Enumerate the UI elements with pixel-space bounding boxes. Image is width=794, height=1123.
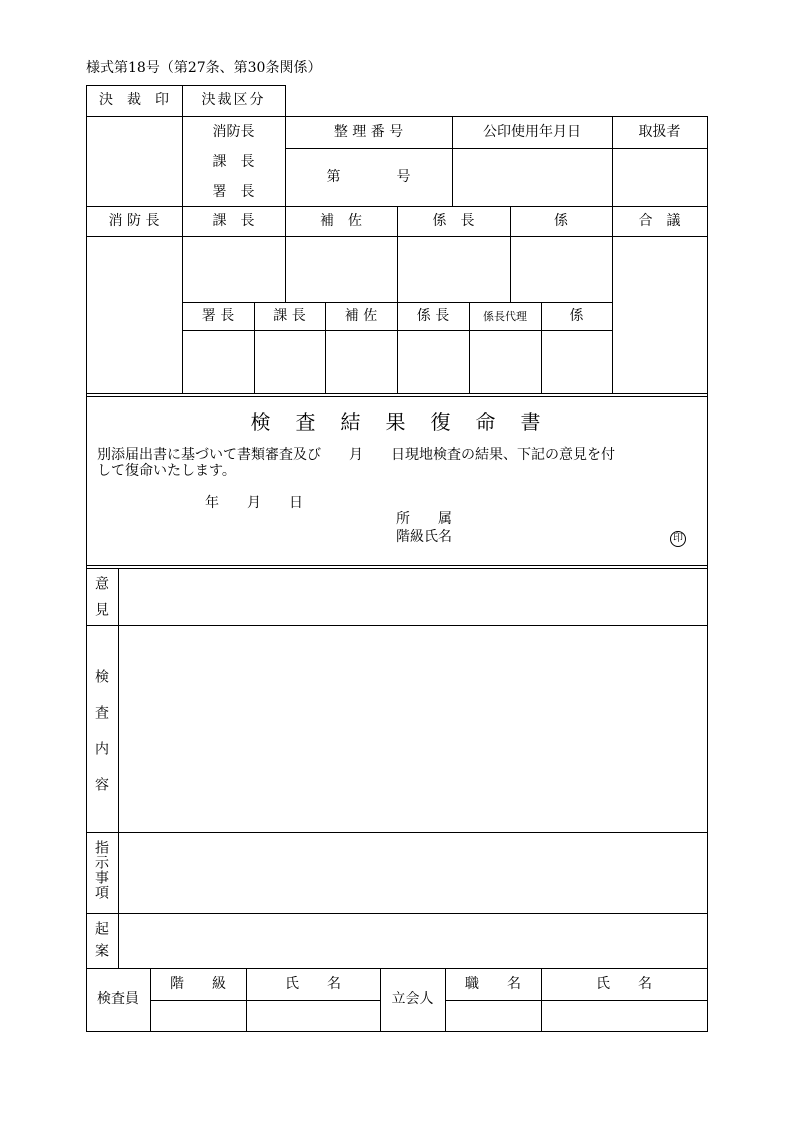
station-header-assistant: 補 佐 xyxy=(344,308,378,324)
decision-seal-label: 決 裁 印 xyxy=(99,92,169,108)
witness-job-label: 職 名 xyxy=(465,976,521,992)
section-opinion-label: 意見 xyxy=(93,576,109,628)
decision-category-label: 決裁区分 xyxy=(201,92,266,108)
hq-header-subsection-chief: 係 長 xyxy=(432,213,475,229)
hq-header-staff: 係 xyxy=(554,213,568,229)
inspector-rank-label: 階 級 xyxy=(170,976,226,992)
section-instructions-label: 指示事項 xyxy=(93,840,109,900)
form-number: 様式第18号（第27条、第30条関係） xyxy=(86,60,322,76)
affiliation-label: 所 属 xyxy=(396,511,452,527)
handler-label: 取扱者 xyxy=(638,124,681,140)
report-title: 検査結果復命書 xyxy=(250,410,566,434)
station-header-chief: 署 長 xyxy=(201,308,235,324)
station-header-section-chief: 課 長 xyxy=(273,308,306,324)
hq-header-assistant: 補 佐 xyxy=(320,213,362,229)
station-header-subsection-chief: 係 長 xyxy=(416,308,450,324)
report-body-line1: 別添届出書に基づいて書類審査及び 月 日現地検査の結果、下記の意見を付 xyxy=(97,447,615,463)
inspector-name-label: 氏 名 xyxy=(285,976,341,992)
category-option-station: 署 長 xyxy=(212,184,255,200)
rank-name-label: 階級氏名 xyxy=(396,529,452,545)
hq-header-consultation: 合 議 xyxy=(638,213,681,229)
witness-label: 立会人 xyxy=(391,991,434,1007)
registry-number-value: 第 号 xyxy=(326,169,411,185)
section-draft-label: 起案 xyxy=(93,921,109,965)
category-option-chief: 消防長 xyxy=(212,124,255,140)
seal-mark: 印 xyxy=(670,531,686,547)
hq-header-chief: 消 防 長 xyxy=(108,213,160,229)
witness-name-label: 氏 名 xyxy=(596,976,652,992)
section-inspection-content-label: 検査内容 xyxy=(93,669,109,813)
hq-header-section-chief: 課 長 xyxy=(212,213,255,229)
public-seal-date-label: 公印使用年月日 xyxy=(483,124,581,140)
station-header-deputy: 係長代理 xyxy=(483,310,527,323)
inspector-label: 検査員 xyxy=(97,991,139,1007)
registry-number-label: 整 理 番 号 xyxy=(333,124,404,140)
report-body-line2: して復命いたします。 xyxy=(97,463,236,479)
station-header-staff: 係 xyxy=(569,308,584,324)
category-option-section: 課 長 xyxy=(212,154,255,170)
report-date-line: 年 月 日 xyxy=(205,495,303,511)
